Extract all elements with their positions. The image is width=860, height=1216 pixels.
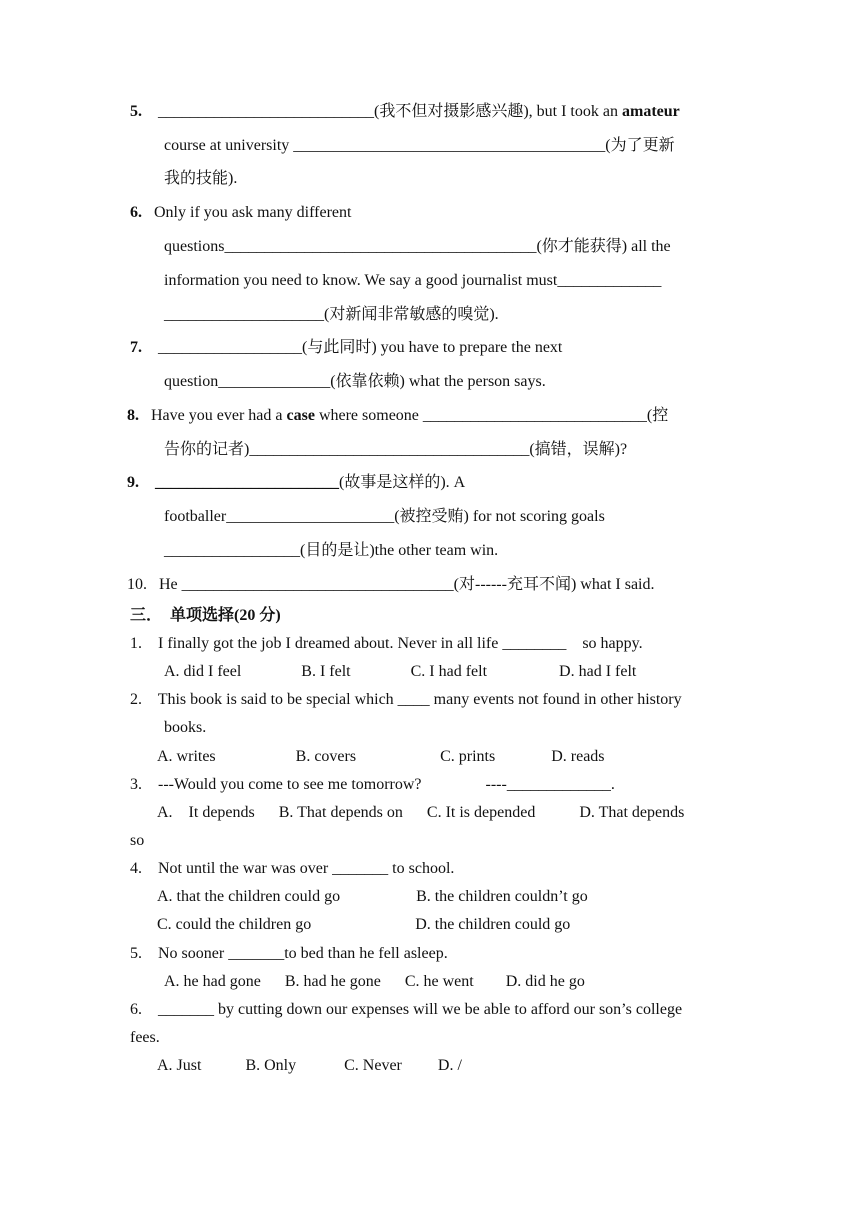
- text-segment: ____________________(对新闻非常敏感的嗅觉).: [164, 306, 499, 323]
- text-line-l21: [157, 747, 605, 767]
- text-segment: 5.: [130, 103, 142, 120]
- text-line-l25: [130, 859, 454, 879]
- text-segment: case: [286, 407, 315, 424]
- text-line-l19: [130, 690, 682, 710]
- text-line-l8: [130, 338, 562, 358]
- text-segment: information you need to know. We say a good journalist must_____________: [164, 272, 662, 289]
- text-segment: A. did I feel B. I felt C. I had felt D. had I felt: [164, 663, 637, 680]
- text-line-l1: [130, 102, 680, 122]
- text-segment: amateur: [621, 103, 680, 120]
- text-line-l6: [164, 271, 661, 291]
- text-segment: so: [130, 832, 145, 849]
- text-segment: _______________________: [155, 474, 339, 491]
- text-line-l9: [164, 372, 546, 392]
- text-line-l12: [127, 473, 465, 493]
- text-line-l15: [127, 575, 655, 595]
- text-line-l22: [130, 775, 615, 795]
- text-segment: Only if you ask many different: [142, 204, 352, 221]
- text-segment: [139, 474, 155, 491]
- text-segment: questions_______________________________________(你才能获得) all the: [164, 238, 671, 255]
- text-segment: 5. No sooner _______to bed than he fell asleep.: [130, 945, 448, 962]
- text-segment: books.: [164, 719, 207, 736]
- text-line-l18: [164, 662, 636, 682]
- text-line-l27: [157, 915, 570, 935]
- text-segment: 6.: [130, 204, 142, 221]
- text-segment: ___________________________(我不但对摄影感兴趣), but I took an: [142, 103, 622, 120]
- text-segment: __________________(与此同时) you have to prepare the next: [142, 339, 563, 356]
- text-segment: where someone ____________________________(控: [314, 407, 669, 424]
- text-segment: 三． 单项选择(20 分): [130, 607, 281, 624]
- text-line-l23: [157, 803, 684, 823]
- text-segment: C. could the children go D. the children could go: [157, 916, 571, 933]
- text-line-l2: [164, 136, 675, 156]
- text-segment: A. Just B. Only C. Never D. /: [157, 1057, 462, 1074]
- text-segment: 9.: [127, 474, 139, 491]
- text-segment: 告你的记者)___________________________________(搞错，误解)?: [164, 441, 628, 458]
- text-segment: footballer_____________________(被控受贿) for not scoring goals: [164, 508, 605, 525]
- text-line-l13: [164, 507, 605, 527]
- text-segment: _________________(目的是让)the other team win.: [164, 542, 499, 559]
- text-segment: 3. ---Would you come to see me tomorrow? ----_____________.: [130, 776, 615, 793]
- text-segment: 8.: [127, 407, 139, 424]
- text-segment: Have you ever had a: [139, 407, 287, 424]
- text-line-l14: [164, 541, 498, 561]
- text-segment: A. It depends B. That depends on C. It is depended D. That depends: [157, 804, 685, 821]
- text-line-l7: [164, 305, 499, 325]
- text-line-l3: [164, 169, 237, 189]
- text-line-l10: [127, 406, 668, 426]
- text-line-l4: [130, 203, 351, 223]
- text-segment: question______________(依靠依赖) what the person says.: [164, 373, 546, 390]
- text-segment: 10. He __________________________________(对------充耳不闻) what I said.: [127, 576, 655, 593]
- text-line-l5: [164, 237, 671, 257]
- text-line-l26: [157, 887, 588, 907]
- text-segment: course at university _______________________________________(为了更新: [164, 137, 675, 154]
- text-segment: 4. Not until the war was over _______ to school.: [130, 860, 455, 877]
- text-segment: (故事是这样的). A: [339, 474, 466, 491]
- text-line-l24: [130, 831, 144, 851]
- text-segment: 6. _______ by cutting down our expenses will we be able to afford our son’s college: [130, 1001, 683, 1018]
- text-line-l11: [164, 440, 627, 460]
- text-line-l20: [164, 718, 206, 738]
- text-segment: 我的技能).: [164, 170, 238, 187]
- text-line-l30: [130, 1000, 682, 1020]
- text-segment: A. he had gone B. had he gone C. he went D. did he go: [164, 973, 585, 990]
- text-line-l17: [130, 634, 643, 654]
- text-line-l28: [130, 944, 448, 964]
- text-line-l32: [157, 1056, 462, 1076]
- text-segment: 2. This book is said to be special which ____ many events not found in other history: [130, 691, 682, 708]
- text-segment: fees.: [130, 1029, 160, 1046]
- text-line-l31: [130, 1028, 160, 1048]
- text-segment: 1. I finally got the job I dreamed about. Never in all life ________ so happy.: [130, 635, 643, 652]
- text-line-l16: [130, 606, 281, 626]
- text-segment: A. writes B. covers C. prints D. reads: [157, 748, 605, 765]
- text-segment: A. that the children could go B. the children couldn’t go: [157, 888, 588, 905]
- text-line-l29: [164, 972, 585, 992]
- text-segment: 7.: [130, 339, 142, 356]
